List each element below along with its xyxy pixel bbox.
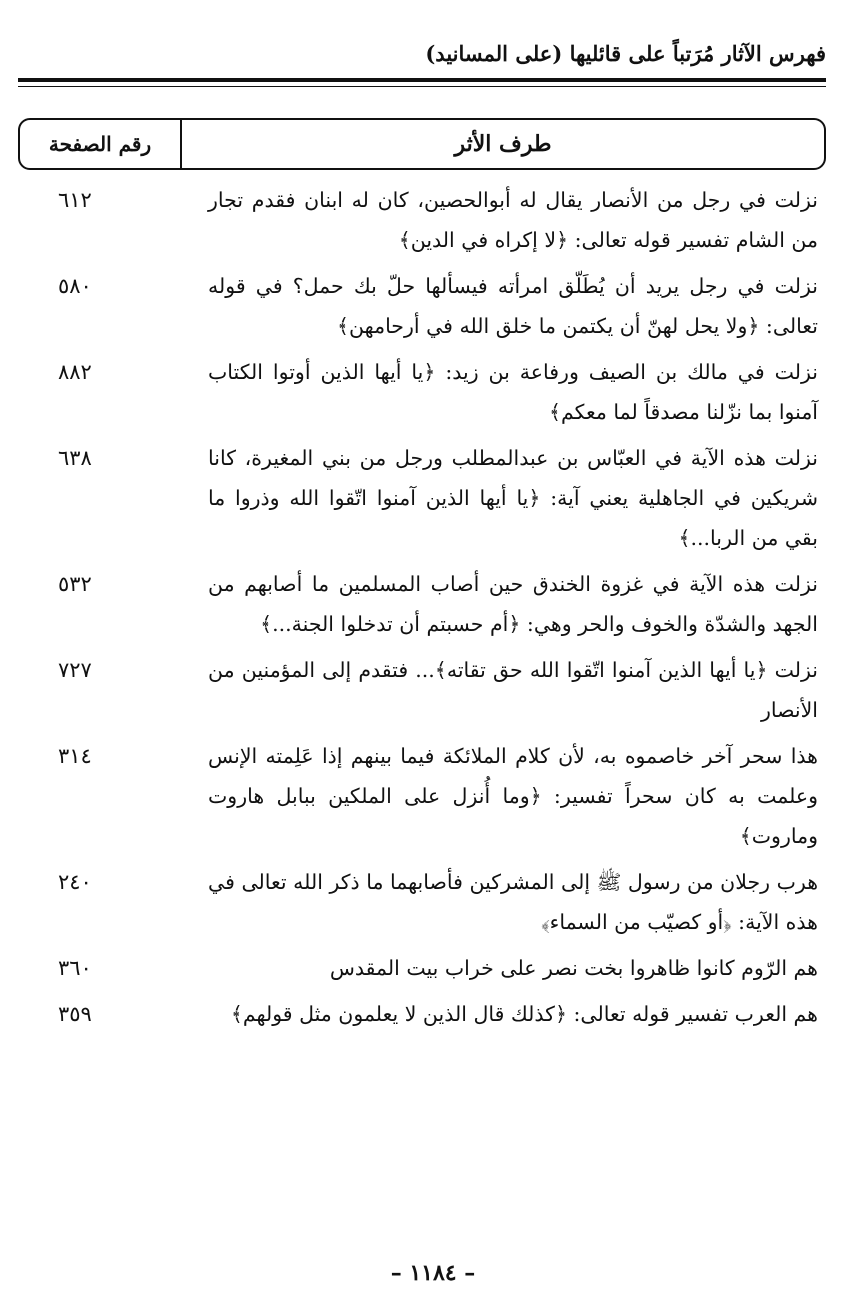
entry-text: هذا سحر آخر خاصموه به، لأن كلام الملائكة فيما بينهم إذا عَلِمته الإنس وعلمت به كان سحراً تفسير: ﴿وما أُنزل على الملكين ببابل هاروت وماروت﴾ xyxy=(208,744,818,848)
entry-page-number: ٦١٢ xyxy=(58,188,92,212)
index-entry xyxy=(20,180,818,260)
entry-page-number: ٣٦٠ xyxy=(58,956,92,980)
entry-page-number: ٥٣٢ xyxy=(58,572,92,596)
entry-text: نزلت هذه الآية في غزوة الخندق حين أصاب المسلمين ما أصابهم من الجهد والشدّة والخوف والحر وهي: ﴿أم حسبتم أن تدخلوا الجنة...﴾ xyxy=(208,572,818,636)
page-number: – ١١٨٤ – xyxy=(390,1260,476,1286)
index-entry xyxy=(20,862,818,942)
entry-text: نزلت هذه الآية في العبّاس بن عبدالمطلب ورجل من بني المغيرة، كانا شريكين في الجاهلية يعني آية: ﴿يا أيها الذين آمنوا اتّقوا الله وذروا ما بقي من الربا...﴾ xyxy=(208,446,818,550)
column-header-page: رقم الصفحة xyxy=(20,120,182,168)
entry-page-number: ٥٨٠ xyxy=(58,274,92,298)
entry-text: هم الرّوم كانوا ظاهروا بخت نصر على خراب بيت المقدس xyxy=(329,956,818,980)
index-entry xyxy=(20,994,818,1034)
entry-text: هرب رجلان من رسول ﷺ إلى المشركين فأصابهما ما ذكر الله تعالى في هذه الآية: ﴿أو كصيّب من السماء﴾ xyxy=(208,870,818,934)
entry-page-number: ٨٨٢ xyxy=(58,360,92,384)
column-header-text: طرف الأثر xyxy=(454,131,552,157)
entry-text: نزلت ﴿يا أيها الذين آمنوا اتّقوا الله حق تقاته﴾... فتقدم إلى المؤمنين من الأنصار xyxy=(208,658,818,722)
entry-text: نزلت في رجل من الأنصار يقال له أبوالحصين، كان له ابنان فقدم تجار من الشام تفسير قوله تعالى: ﴿لا إكراه في الدين﴾ xyxy=(208,188,818,252)
entry-text: هم العرب تفسير قوله تعالى: ﴿كذلك قال الذين لا يعلمون مثل قولهم﴾ xyxy=(230,1002,818,1026)
entry-page-number: ٣٥٩ xyxy=(58,1002,92,1026)
index-entry xyxy=(20,736,818,856)
entry-page-number: ٦٣٨ xyxy=(58,446,92,470)
table-header xyxy=(18,118,826,170)
entry-page-number: ٣١٤ xyxy=(58,744,92,768)
entry-text: نزلت في رجل يريد أن يُطَلّق امرأته فيسألها حلّ بك حمل؟ في قوله تعالى: ﴿ولا يحل لهنّ أن يكتمن ما خلق الله في أرحامهن﴾ xyxy=(208,274,818,338)
index-entry xyxy=(20,266,818,346)
header-rule-thick xyxy=(18,78,826,82)
entry-page-number: ٧٢٧ xyxy=(58,658,92,682)
index-entry xyxy=(20,438,818,558)
index-entry xyxy=(20,650,818,730)
header-rule-thin xyxy=(18,86,826,87)
index-entry xyxy=(20,564,818,644)
index-entry xyxy=(20,948,818,988)
entry-page-number: ٢٤٠ xyxy=(58,870,92,894)
running-head: فهرس الآثار مُرَتباً على قائليها (على المسانيد) xyxy=(425,41,826,66)
entry-text: نزلت في مالك بن الصيف ورفاعة بن زيد: ﴿يا أيها الذين أوتوا الكتاب آمنوا بما نزّلنا مصدقاً لما معكم﴾ xyxy=(208,360,818,424)
index-entries xyxy=(20,180,818,1040)
index-entry xyxy=(20,352,818,432)
